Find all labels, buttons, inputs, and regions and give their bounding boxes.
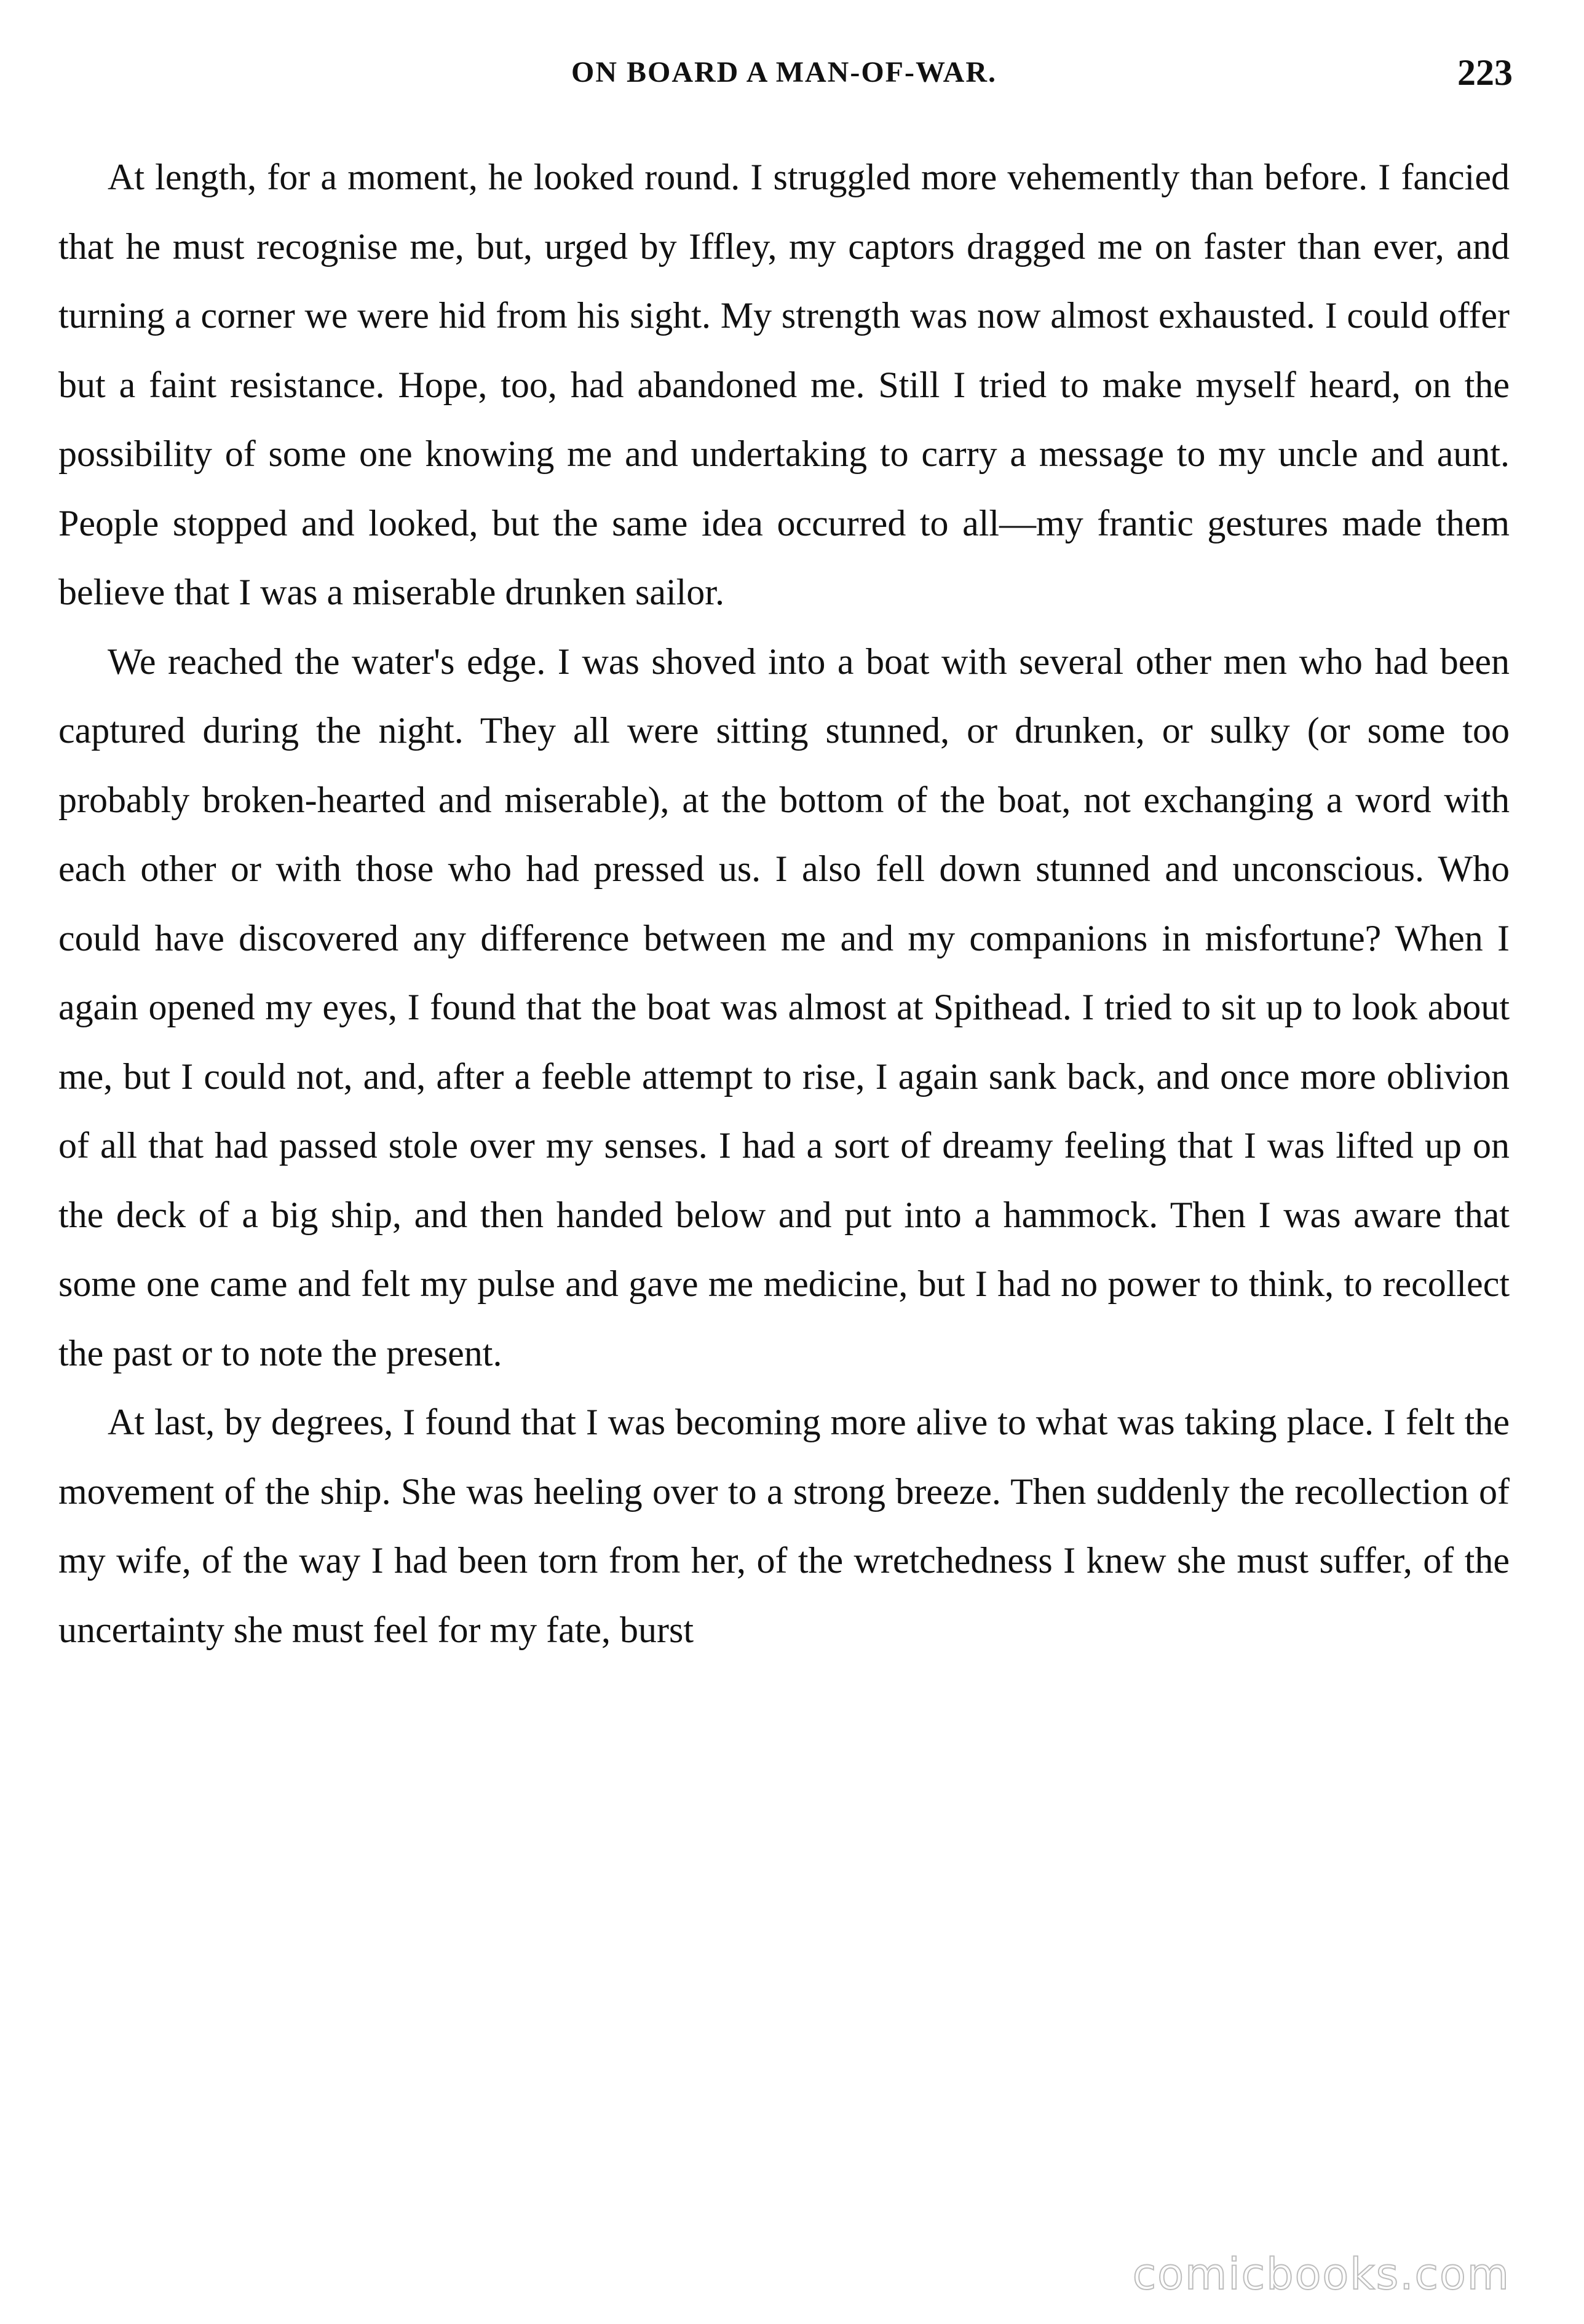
chapter-running-title: ON BOARD A MAN-OF-WAR. (571, 56, 997, 89)
watermark: comicbooks.com (1132, 2249, 1510, 2299)
body-text (58, 143, 1510, 1664)
running-head (55, 52, 1513, 129)
paragraph-1: At length, for a moment, he looked round. I struggled more vehemently than before. I fancied that he must recognise me, but, urged by Iffley, my captors dragged me on faster than ever, and turning a corner we were hid from his sight. My strength was now almost exhausted. I could offer but a faint resistance. Hope, too, had abandoned me. Still I tried to make myself heard, on the possibility of some one knowing me and undertaking to carry a message to my uncle and aunt. People stopped and looked, but the same idea occurred to all—my frantic gestures made them believe that I was a miserable drunken sailor. (58, 157, 1510, 612)
paragraph-3: At last, by degrees, I found that I was becoming more alive to what was taking place. I felt the movement of the ship. She was heeling over to a strong breeze. Then suddenly the recollection of my wife, of the way I had been torn from her, of the wretchedness I knew she must suffer, of the uncertainty she must feel for my fate, burst (58, 1402, 1510, 1650)
page-number: 223 (1457, 52, 1513, 93)
paragraph-2: We reached the water's edge. I was shoved into a boat with several other men who had been captured during the night. They all were sitting stunned, or drunken, or sulky (or some too probably broken-hearted and miserable), at the bottom of the boat, not exchanging a word with each other or with those who had pressed us. I also fell down stunned and unconscious. Who could have discovered any difference between me and my companions in misfortune? When I again opened my eyes, I found that the boat was almost at Spithead. I tried to sit up to look about me, but I could not, and, after a feeble attempt to rise, I again sank back, and once more oblivion of all that had passed stole over my senses. I had a sort of dreamy feeling that I was lifted up on the deck of a big ship, and then handed below and put into a hammock. Then I was aware that some one came and felt my pulse and gave me medicine, but I had no power to think, to recollect the past or to note the present. (58, 641, 1510, 1373)
